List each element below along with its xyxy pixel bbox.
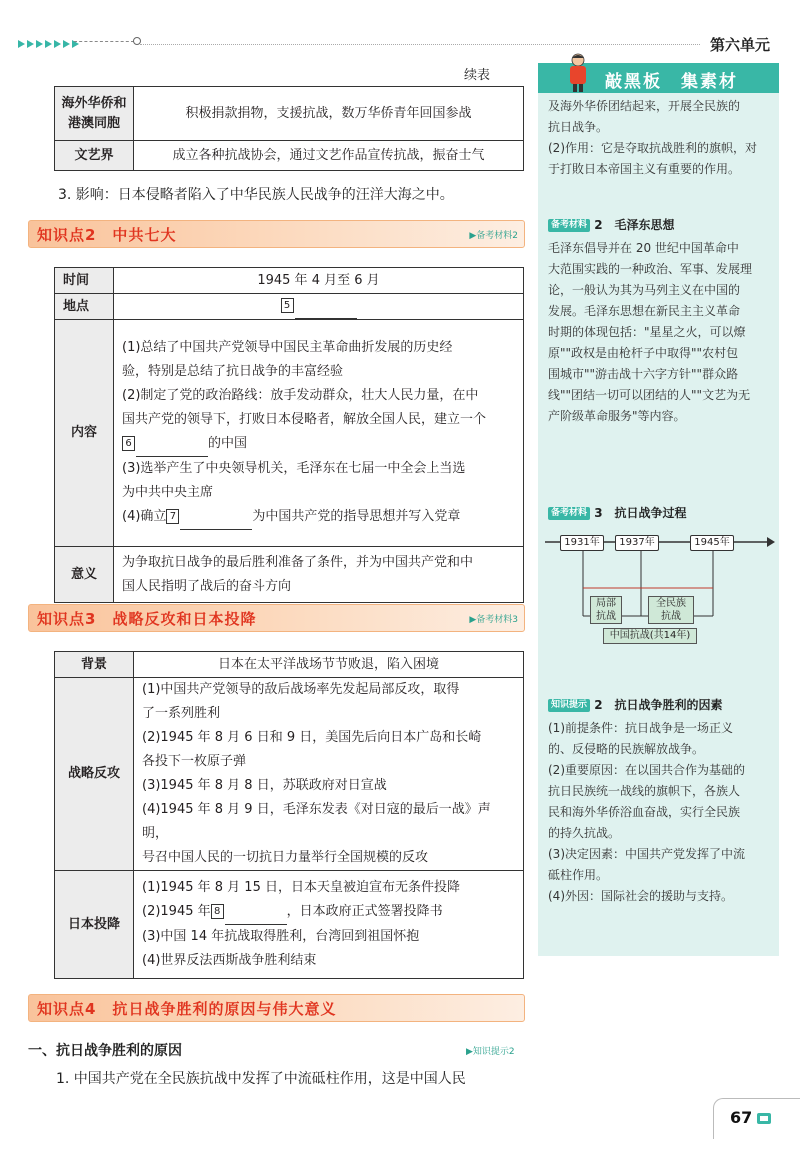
- content-line: 为中共中央主席: [122, 485, 214, 500]
- fill-blank[interactable]: [180, 505, 252, 530]
- sidebar-line: (3)决定因素：中国共产党发挥了中流: [548, 847, 745, 861]
- sidebar-title: 敲黑板 集素材: [605, 72, 738, 92]
- timeline-label: 抗战: [661, 611, 681, 622]
- sidebar-line: (2)重要原因：在以国共合作为基础的: [548, 763, 745, 777]
- material-title-text: 3 抗日战争过程: [594, 506, 687, 520]
- content-line: (1)总结了中国共产党领导中国民主革命曲折发展的历史经: [122, 340, 453, 355]
- content-line: 了一系列胜利: [142, 706, 221, 721]
- fill-blank[interactable]: [295, 294, 357, 319]
- row-label: [55, 87, 134, 141]
- content-text: (2)1945 年: [142, 904, 211, 919]
- content-line: [122, 432, 515, 457]
- table-row: [55, 268, 524, 294]
- sidebar-line: (4)外因：国际社会的援助与支持。: [548, 889, 733, 903]
- fill-blank[interactable]: [225, 900, 287, 925]
- table-support: [54, 86, 524, 171]
- page-number: 67: [730, 1108, 753, 1127]
- sidebar-line: 产阶级革命服务"等内容。: [548, 409, 686, 423]
- sidebar-line: 毛泽东倡导并在 20 世纪中国革命中: [548, 241, 739, 255]
- content-text: 为中国共产党的指导思想并写入党章: [252, 509, 461, 524]
- sidebar-text: [548, 96, 773, 180]
- content-line: 号召中国人民的一切抗日力量举行全国规模的反攻: [142, 850, 429, 865]
- row-content: [114, 320, 524, 547]
- sidebar-line: (1)前提条件：抗日战争是一场正义: [548, 721, 733, 735]
- row-content: 积极捐款捐物，支援抗战，数万华侨青年回国参战: [134, 87, 524, 141]
- timeline-whole: [648, 596, 694, 624]
- row-content: 日本在太平洋战场节节败退，陷入困境: [134, 652, 524, 678]
- blank-number: 7: [166, 509, 179, 524]
- timeline-year: 1945年: [690, 535, 734, 551]
- subheading: 一、抗日战争胜利的原因: [28, 1043, 182, 1059]
- row-label: 内容: [55, 320, 114, 547]
- material-2-title: [548, 216, 675, 233]
- subheading-ref[interactable]: ▶知识提示2: [466, 1047, 515, 1057]
- sidebar-line: 的、反侵略的民族解放战争。: [548, 742, 705, 756]
- section-title: 知识点3 战略反攻和日本投降: [37, 610, 257, 628]
- blank-number: 6: [122, 436, 135, 451]
- table-row: [55, 678, 524, 871]
- student-icon: [566, 52, 590, 92]
- content-line: 国人民指明了战后的奋斗方向: [122, 578, 292, 594]
- table-row: [55, 652, 524, 678]
- blank-number: 8: [211, 904, 224, 919]
- blank-number: 5: [281, 298, 294, 313]
- row-content: [114, 547, 524, 603]
- material-tag: 备考材料: [548, 507, 590, 520]
- content-text: 的中国: [208, 436, 248, 451]
- header-dotted-line: [140, 44, 700, 45]
- material-title-text: 2 毛泽东思想: [594, 218, 675, 232]
- paragraph: 1. 中国共产党在全民族抗战中发挥了中流砥柱作用，这是中国人民: [56, 1071, 466, 1087]
- timeline-year: 1931年: [560, 535, 604, 551]
- sidebar-line: 抗日战争。: [548, 120, 609, 134]
- section-title: 知识点2 中共七大: [37, 226, 177, 244]
- table-counteroffensive: [54, 651, 524, 979]
- influence-text: 3. 影响：日本侵略者陷入了中华民族人民战争的汪洋大海之中。: [58, 187, 454, 203]
- sidebar-line: 论，一般认为其为马列主义在中国的: [548, 283, 741, 297]
- material-tag: 备考材料: [548, 219, 590, 232]
- timeline-partial: [590, 596, 622, 624]
- knowledge-tip-title: [548, 696, 723, 713]
- unit-title: 第六单元: [710, 36, 771, 54]
- table-row: [55, 294, 524, 320]
- row-content: 成立各种抗战协会，通过文艺作品宣传抗战，振奋士气: [134, 141, 524, 171]
- table-row: [55, 87, 524, 141]
- row-label: 战略反攻: [55, 678, 134, 871]
- content-line: (3)1945 年 8 月 8 日，苏联政府对日宣战: [142, 778, 387, 793]
- fill-blank[interactable]: [136, 432, 208, 457]
- content-text: (4)确立: [122, 509, 167, 524]
- sidebar-line: (2)作用：它是夺取抗战胜利的旗帜，对: [548, 141, 757, 155]
- row-label: 文艺界: [55, 141, 134, 171]
- header-line: [74, 41, 134, 42]
- row-label-line: 海外华侨和: [61, 95, 127, 111]
- content-line: (3)选举产生了中央领导机关，毛泽东在七届一中全会上当选: [122, 461, 466, 476]
- table-row: [55, 320, 524, 547]
- content-line: 国共产党的领导下，打败日本侵略者，解放全国人民，建立一个: [122, 412, 487, 427]
- sidebar-line: 围城市""游击战十六字方针""群众路: [548, 367, 739, 381]
- sidebar-line: 民和海外华侨浴血奋战，实行全民族: [548, 805, 741, 819]
- content-line: (4)1945 年 8 月 9 日，毛泽东发表《对日寇的最后一战》声明，: [142, 802, 491, 841]
- table-row: [55, 871, 524, 979]
- timeline-label: 局部: [596, 598, 616, 609]
- table-caption: 续表: [464, 68, 491, 83]
- content-line: [122, 505, 515, 530]
- sidebar-line: 的持久抗战。: [548, 826, 621, 840]
- content-line: (3)中国 14 年抗战取得胜利，台湾回到祖国怀抱: [142, 929, 420, 944]
- table-row: [55, 141, 524, 171]
- content-line: (1)中国共产党领导的敌后战场率先发起局部反攻，取得: [142, 682, 460, 697]
- content-text: ，日本政府正式签署投降书: [286, 904, 443, 919]
- row-label-line: 港澳同胞: [67, 115, 120, 131]
- sidebar-line: 原""政权是由枪杆子中取得""农村包: [548, 346, 739, 360]
- row-label: 背景: [55, 652, 134, 678]
- knowledge-tip-body: [548, 718, 773, 907]
- tip-title-text: 2 抗日战争胜利的因素: [594, 698, 723, 712]
- row-label: 意义: [55, 547, 114, 603]
- section-title: 知识点4 抗日战争胜利的原因与伟大意义: [37, 1000, 337, 1018]
- content-line: (2)1945 年 8 月 6 日和 9 日，美国先后向日本广岛和长崎: [142, 730, 482, 745]
- sidebar-line: 时期的体现包括："星星之火，可以燎: [548, 325, 746, 339]
- content-line: 为争取抗日战争的最后胜利准备了条件，并为中国共产党和中: [122, 554, 474, 570]
- row-content: 1945 年 4 月至 6 月: [114, 268, 524, 294]
- content-line: 验，特别是总结了抗日战争的丰富经验: [122, 364, 344, 379]
- table-row: [55, 547, 524, 603]
- tip-tag: 知识提示: [548, 699, 590, 712]
- sidebar-line: 于打敗日本帝国主义有重要的作用。: [548, 162, 741, 176]
- row-label: 日本投降: [55, 871, 134, 979]
- row-content: [134, 871, 524, 979]
- sidebar-line: 砥柱作用。: [548, 868, 609, 882]
- timeline-label: 全民族: [656, 598, 686, 609]
- sidebar-line: 抗日民族统一战线的旗帜下，各族人: [548, 784, 741, 798]
- book-icon: [756, 1110, 772, 1126]
- section-header-kp4: [28, 994, 525, 1022]
- row-content: [114, 294, 524, 320]
- content-line: (2)制定了党的政治路线：放手发动群众，壮大人民力量，在中: [122, 388, 479, 403]
- section-header-kp2: [28, 220, 525, 248]
- sidebar-line: 线""团结一切可以团结的人""文艺为无: [548, 388, 751, 402]
- material-2-body: [548, 238, 773, 427]
- section-ref[interactable]: ▶备考材料3: [469, 615, 518, 625]
- content-line: (4)世界反法西斯战争胜利结束: [142, 953, 317, 968]
- material-3-title: [548, 504, 687, 521]
- table-seventh-congress: [54, 267, 524, 603]
- sidebar-line: 大范围实践的一种政治、军事、发展理: [548, 262, 753, 276]
- timeline-total: 中国抗战(共14年): [603, 628, 697, 644]
- row-content: [134, 678, 524, 871]
- timeline-label: 抗战: [596, 611, 616, 622]
- sidebar-line: 及海外华侨团结起来，开展全民族的: [548, 99, 741, 113]
- content-line: 各投下一枚原子弹: [142, 754, 247, 769]
- row-label: 地点: [55, 294, 114, 320]
- timeline-year: 1937年: [615, 535, 659, 551]
- content-line: (1)1945 年 8 月 15 日，日本天皇被迫宣布无条件投降: [142, 880, 460, 895]
- header-arrows: [18, 40, 79, 48]
- section-header-kp3: [28, 604, 525, 632]
- content-line: [142, 900, 515, 925]
- sidebar-line: 发展。毛泽东思想在新民主主义革命: [548, 304, 741, 318]
- row-label: 时间: [55, 268, 114, 294]
- section-ref[interactable]: ▶备考材料2: [469, 231, 518, 241]
